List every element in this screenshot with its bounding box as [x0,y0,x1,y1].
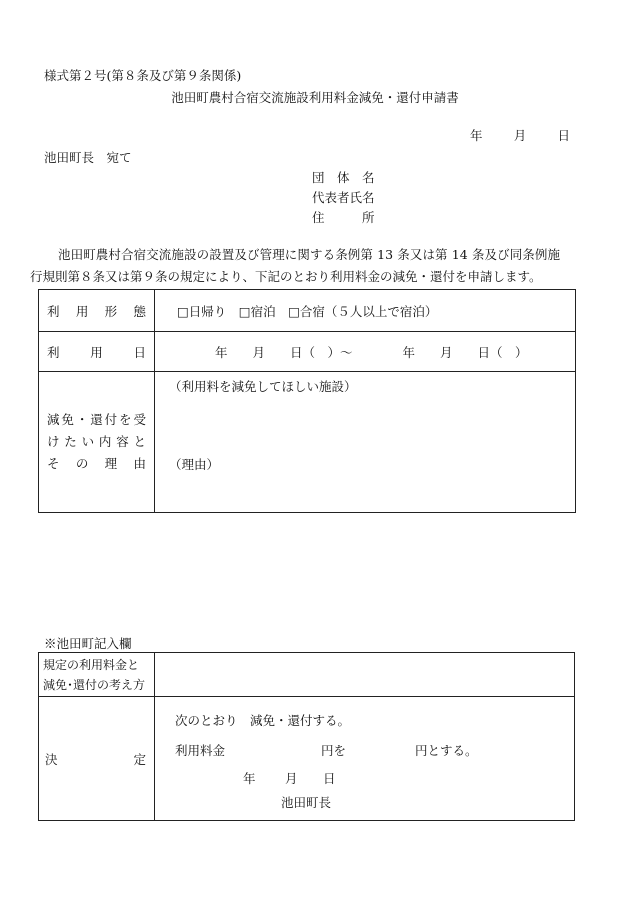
decision-year: 年 [243,771,256,786]
group-name-label: 団 体 名 [312,170,375,185]
usage-date-value[interactable]: 年 月 日（ ）～ 年 月 日（ ） [215,344,528,360]
reason-field-area[interactable] [155,372,575,512]
office-use-heading: ※池田町記入欄 [44,636,132,651]
paragraph-line-1: 池田町農村合宿交流施設の設置及び管理に関する条例第 13 条又は第 14 条及び同条例施 [58,247,561,262]
usage-date-field[interactable] [155,332,576,372]
decision-row [39,697,575,821]
decision-signer: 池田町長 [281,795,332,810]
decision-month: 月 [285,771,298,786]
usage-type-char: 態 [133,303,146,319]
decision-field[interactable] [155,697,575,821]
request-paragraph [30,244,592,288]
facility-note: （利用料を減免してほしい施設） [169,379,357,394]
office-use-table [38,652,575,821]
decision-label [39,697,155,821]
decision-area[interactable] [155,697,574,819]
usage-options-text[interactable]: □日帰り □宿泊 □合宿（５人以上で宿泊） [177,303,438,319]
representative-name-label: 代表者氏名 [312,190,375,205]
policy-field[interactable] [155,653,575,697]
policy-label-line-1: 規定の利用料金と [43,657,140,672]
usage-type-char: 形 [104,303,118,319]
application-date [470,126,570,144]
usage-date-row [39,332,576,372]
page-title: 池田町農村合宿交流施設利用料金減免・還付申請書 [171,90,459,105]
reason-note: （理由） [169,457,220,472]
decision-day: 日 [323,771,336,786]
usage-type-options[interactable] [155,290,576,332]
reason-label-line-1: 減 免 ・ 還 付 を 受 [47,412,146,427]
addressee: 池田町長 宛て [44,150,132,165]
usage-date-label [39,332,155,372]
reason-field[interactable] [155,372,576,513]
reason-label-stack [39,409,154,475]
policy-label [39,653,155,697]
reason-label-line-2: け た い 内 容 と [47,434,146,449]
usage-type-label [39,290,155,332]
usage-type-char: 用 [75,303,89,319]
date-month-label: 月 [513,128,527,143]
date-day-label: 日 [557,128,570,143]
application-table [38,289,576,513]
paragraph-line-2: 行規則第８条又は第９条の規定により、下記のとおり利用料金の減免・還付を申請します。 [30,269,542,284]
decision-char: 定 [133,751,146,767]
decision-line-1: 次のとおり 減免・還付する。 [175,713,351,728]
date-year-label: 年 [470,128,483,143]
decision-char: 決 [45,751,58,767]
usage-date-char: 用 [90,344,103,360]
usage-type-row [39,290,576,332]
reason-label [39,372,155,513]
form-number: 様式第２号(第８条及び第９条関係) [44,68,242,83]
decision-fee-mid: 円を [321,743,347,758]
decision-fee-label: 利用料金 [175,743,226,758]
reason-row [39,372,576,513]
usage-date-char: 日 [133,344,146,360]
usage-type-char: 利 [47,303,60,319]
policy-row [39,653,575,697]
usage-date-char: 利 [47,344,60,360]
address-label: 住 所 [312,210,375,225]
reason-label-line-3: そ の 理 由 [47,456,146,471]
policy-label-line-2: 減免･還付の考え方 [43,677,146,692]
decision-fee-end: 円とする。 [415,743,478,758]
